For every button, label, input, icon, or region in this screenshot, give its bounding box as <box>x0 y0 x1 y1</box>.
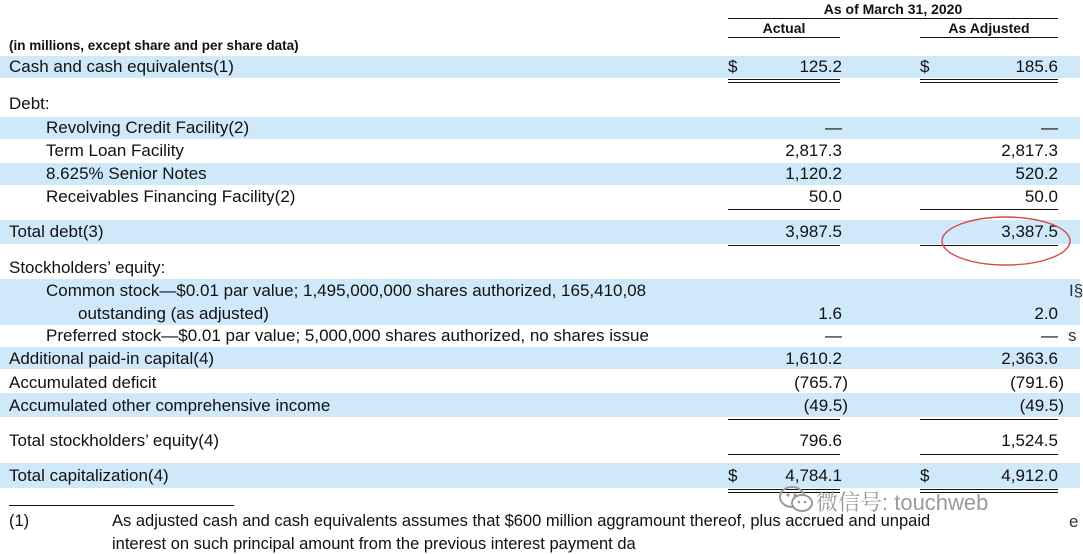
common-stock-label-line2: outstanding (as adjusted) <box>78 304 269 323</box>
units-note: (in millions, except share and per share data) <box>9 38 299 53</box>
cash-adjusted-double-rule <box>920 79 1058 83</box>
highlight-circle <box>936 214 1076 270</box>
date-heading-rule <box>728 18 1058 19</box>
footnote-separator <box>9 505 234 506</box>
aoci-label: Accumulated other comprehensive income <box>9 396 331 415</box>
watermark-text: 微信号: touchweb <box>816 490 989 515</box>
receivables-actual-rule <box>728 209 840 210</box>
total-equity-actual-rule <box>728 454 840 455</box>
total-debt-label: Total debt(3) <box>9 222 104 241</box>
accum-deficit-label: Accumulated deficit <box>9 373 157 392</box>
equity-heading: Stockholders’ equity: <box>9 258 166 277</box>
apic-adjusted-value: 2,363.6 <box>1001 349 1058 368</box>
aoci-actual-value: (49.5) <box>803 396 848 415</box>
total-cap-actual-currency: $ <box>728 466 738 485</box>
total-cap-adjusted-value: 4,912.0 <box>1001 466 1058 485</box>
receivables-actual-value: 50.0 <box>808 187 842 206</box>
cash-actual-double-rule <box>728 79 840 83</box>
common-stock-label-line1: Common stock—$0.01 par value; 1,495,000,000 shares authorized, 165,410,08 <box>46 281 647 300</box>
aoci-adjusted-rule <box>920 419 1058 420</box>
revolving-label: Revolving Credit Facility(2) <box>46 118 250 137</box>
date-heading: As of March 31, 2020 <box>823 1 963 17</box>
common-stock-actual-value: 1.6 <box>818 304 842 323</box>
total-equity-adjusted-rule <box>920 454 1058 455</box>
term-loan-adjusted-value: 2,817.3 <box>1001 141 1058 160</box>
total-equity-label: Total stockholders’ equity(4) <box>9 431 220 450</box>
cash-actual-currency: $ <box>728 57 738 76</box>
common-stock-adjusted-value: 2.0 <box>1034 304 1058 323</box>
preferred-stock-actual-value: — <box>825 326 842 345</box>
revolving-actual-value: — <box>825 118 842 137</box>
preferred-stock-label: Preferred stock—$0.01 par value; 5,000,000 shares authorized, no shares issue <box>46 326 649 345</box>
wechat-icon <box>778 484 814 514</box>
preferred-stock-edge-text: s <box>1068 326 1077 345</box>
cash-adjusted-value: 185.6 <box>1015 57 1058 76</box>
total-cap-adjusted-currency: $ <box>920 466 930 485</box>
accum-deficit-actual-value: (765.7) <box>794 373 848 392</box>
apic-actual-value: 1,610.2 <box>785 349 842 368</box>
cash-label: Cash and cash equivalents(1) <box>9 57 234 76</box>
footnote-line2: interest on such principal amount from the previous interest payment da <box>112 535 636 553</box>
term-loan-label: Term Loan Facility <box>46 141 184 160</box>
preferred-stock-adjusted-value: — <box>1041 326 1058 345</box>
footnote-edge-text: e <box>1069 512 1079 531</box>
common-stock-edge-text: I§ <box>1069 281 1083 300</box>
column-header-as-adjusted: As Adjusted <box>948 20 1030 36</box>
senior-notes-adjusted-value: 520.2 <box>1015 164 1058 183</box>
column-header-as-adjusted-rule <box>920 37 1058 38</box>
accum-deficit-adjusted-value: (791.6) <box>1010 373 1064 392</box>
total-equity-actual-value: 796.6 <box>799 431 842 450</box>
senior-notes-actual-value: 1,120.2 <box>785 164 842 183</box>
total-cap-label: Total capitalization(4) <box>9 466 169 485</box>
total-cap-actual-value: 4,784.1 <box>785 466 842 485</box>
revolving-adjusted-value: — <box>1041 118 1058 137</box>
row-band-total-debt <box>0 220 1080 244</box>
cash-actual-value: 125.2 <box>799 57 842 76</box>
receivables-label: Receivables Financing Facility(2) <box>46 187 296 206</box>
total-debt-actual-value: 3,987.5 <box>785 222 842 241</box>
receivables-adjusted-value: 50.0 <box>1024 187 1058 206</box>
receivables-adjusted-rule <box>920 209 1058 210</box>
column-header-actual: Actual <box>762 20 806 36</box>
senior-notes-label: 8.625% Senior Notes <box>46 164 207 183</box>
aoci-actual-rule <box>728 419 840 420</box>
term-loan-actual-value: 2,817.3 <box>785 141 842 160</box>
aoci-adjusted-value: (49.5) <box>1019 396 1064 415</box>
footnote-line1: As adjusted cash and cash equivalents assumes that $600 million aggramount thereof, plus accrued and unpaid <box>112 512 931 530</box>
total-equity-adjusted-value: 1,524.5 <box>1001 431 1058 450</box>
column-header-actual-rule <box>728 37 840 38</box>
debt-heading: Debt: <box>9 94 50 113</box>
apic-label: Additional paid-in capital(4) <box>9 349 215 368</box>
cash-adjusted-currency: $ <box>920 57 930 76</box>
footnote-marker: (1) <box>9 512 30 530</box>
total-debt-adjusted-value: 3,387.5 <box>1001 222 1058 241</box>
total-debt-actual-rule <box>728 245 840 246</box>
